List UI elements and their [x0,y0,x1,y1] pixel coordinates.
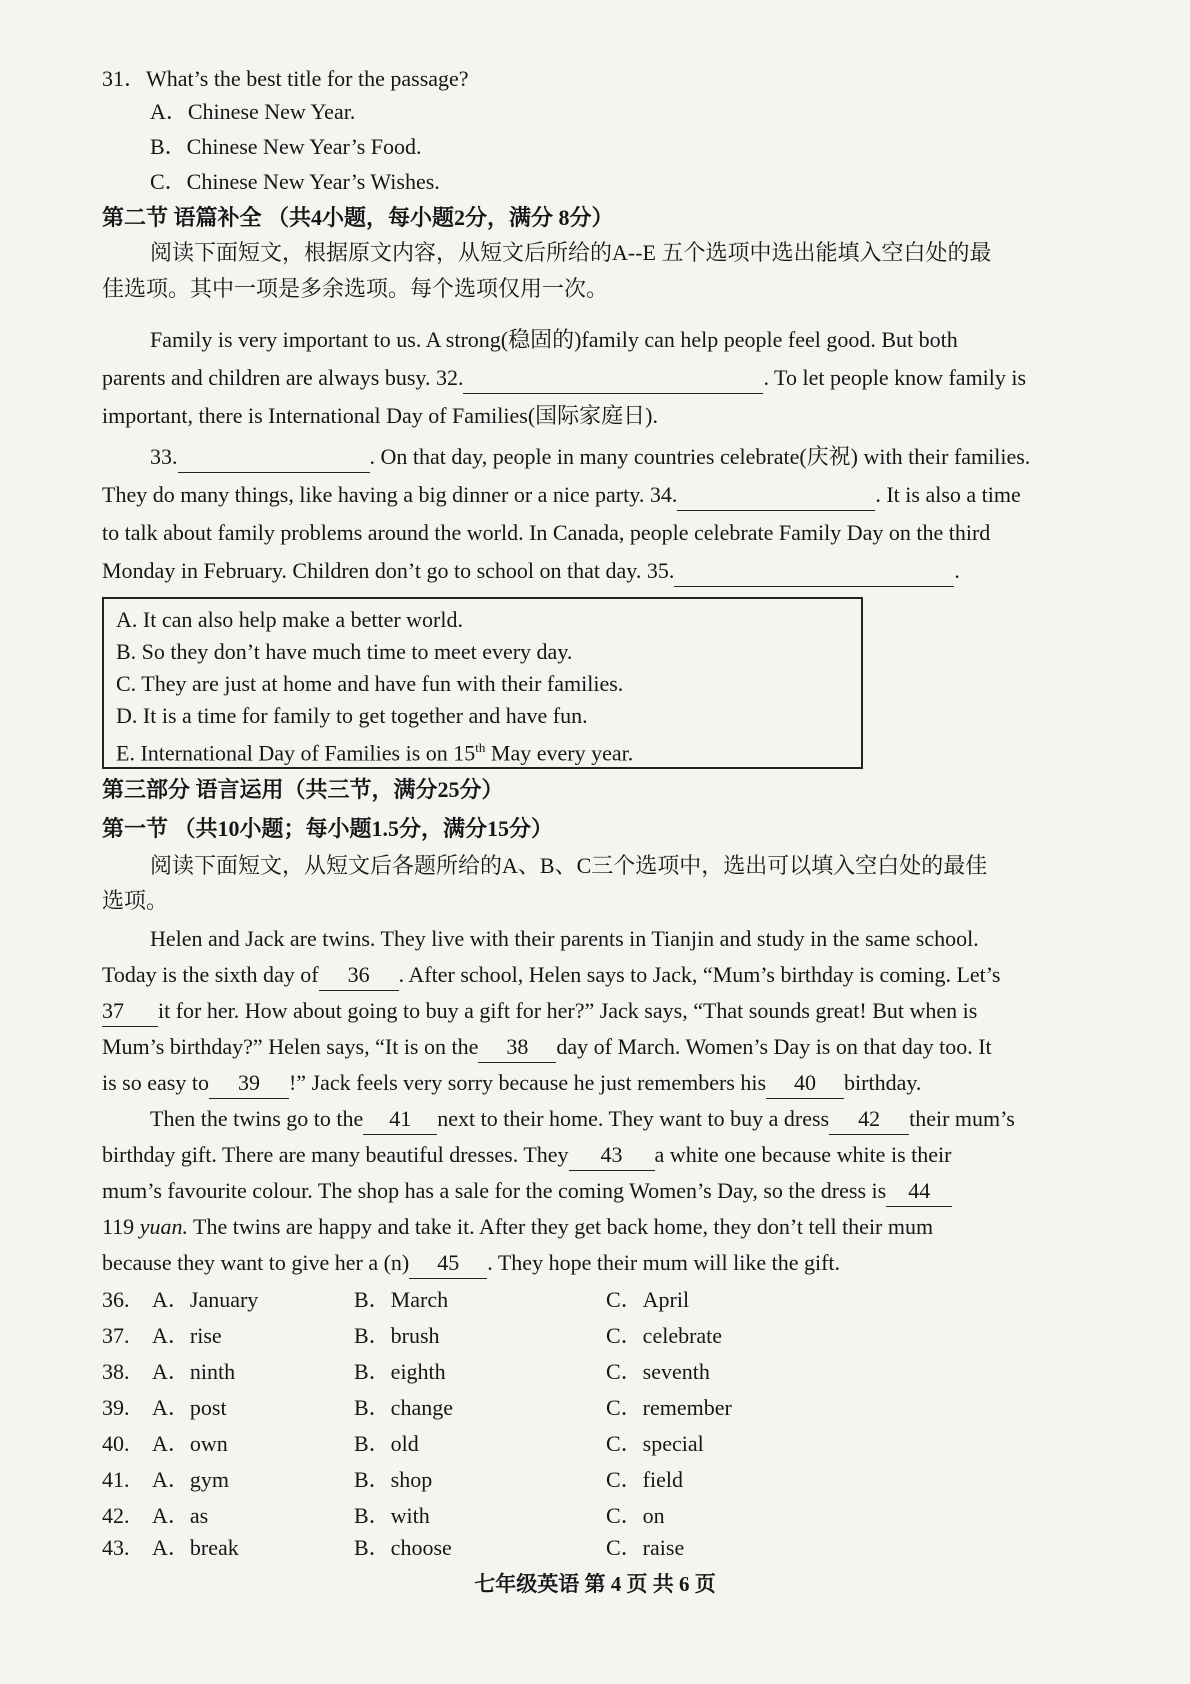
option-c: C．remember [606,1395,732,1420]
passage-p1-line1: Helen and Jack are twins. They live with their parents in Tianjin and study in the same school. [150,926,979,951]
option-b: B．March [354,1287,449,1312]
option-c: C．seventh [606,1359,710,1384]
blank-35 [674,556,954,587]
section2-instruction-2: 佳选项。其中一项是多余选项。每个选项仅用一次。 [102,276,609,301]
blank-37: 37 [102,996,158,1027]
option-c: C．celebrate [606,1323,723,1348]
options-box [102,597,863,769]
option-b: B．choose [354,1535,452,1560]
section2-instruction-1: 阅读下面短文，根据原文内容，从短文后所给的A--E 五个选项中选出能填入空白处的最 [150,240,992,265]
option-a: A．own [152,1431,228,1456]
para2-line1: 33. . On that day, people in many countries celebrate(庆祝) with their families. [150,442,1134,473]
para1-line1: Family is very important to us. A strong(稳固的)family can help people feel good. But both [150,327,958,352]
part3-heading: 第三部分 语言运用（共三节，满分25分） [102,777,504,802]
box-option-c: C. They are just at home and have fun with their families. [116,671,624,696]
para2-line4: Monday in February. Children don’t go to school on that day. 35. . [102,556,1134,587]
section2-heading: 第二节 语篇补全 （共4小题，每小题2分，满分 8分） [102,205,614,230]
para1-line3: important, there is International Day of Families(国际家庭日). [102,403,658,428]
part3-instruction-2: 选项。 [102,888,169,913]
question-number: 42. [102,1503,130,1528]
q31-option-b: B．Chinese New Year’s Food. [150,134,422,159]
option-a: A．post [152,1395,227,1420]
blank-33 [178,442,370,473]
blank-36: 36 [319,960,399,991]
question-number: 39. [102,1395,130,1420]
question-number: 36. [102,1287,130,1312]
option-c: C．on [606,1503,665,1528]
para1-line2: parents and children are always busy. 32. . To let people know family is [102,363,1134,394]
blank-44: 44 [886,1176,952,1207]
option-c: C．raise [606,1535,685,1560]
option-b: B．eighth [354,1359,446,1384]
box-option-b: B. So they don’t have much time to meet every day. [116,639,573,664]
passage-p1-line4: Mum’s birthday?” Helen says, “It is on the 38 day of March. Women’s Day is on that day too. It [102,1032,1134,1063]
passage-p2-line5: because they want to give her a (n) 45 . They hope their mum will like the gift. [102,1248,1134,1279]
option-b: B．old [354,1431,419,1456]
option-a: A．as [152,1503,209,1528]
blank-32 [463,363,763,394]
blank-39: 39 [209,1068,289,1099]
q31-option-c: C．Chinese New Year’s Wishes. [150,169,440,194]
box-option-e: E. International Day of Families is on 15th May every year. [116,740,634,766]
box-option-a: A. It can also help make a better world. [116,607,463,632]
blank-38: 38 [478,1032,556,1063]
blank-42: 42 [829,1104,909,1135]
option-a: A．rise [152,1323,222,1348]
part3-section1-heading: 第一节 （共10小题；每小题1.5分，满分15分） [102,816,554,841]
blank-43: 43 [569,1140,655,1171]
option-b: B．brush [354,1323,440,1348]
option-c: C．field [606,1467,683,1492]
q31-option-a: A．Chinese New Year. [150,99,356,124]
blank-40: 40 [766,1068,844,1099]
question-number: 40. [102,1431,130,1456]
blank-34 [677,480,875,511]
option-a: A．January [152,1287,259,1312]
para2-line3: to talk about family problems around the world. In Canada, people celebrate Family Day on the third [102,520,991,545]
passage-p2-line4: 119 yuan. The twins are happy and take it. After they get back home, they don’t tell their mum [102,1214,934,1239]
question-number: 43. [102,1535,130,1560]
passage-p1-line2: Today is the sixth day of 36 . After school, Helen says to Jack, “Mum’s birthday is coming. Let’s [102,960,1134,991]
option-b: B．shop [354,1467,433,1492]
passage-p2-line2: birthday gift. There are many beautiful dresses. They 43 a white one because white is their [102,1140,1134,1171]
option-a: A．ninth [152,1359,236,1384]
page-footer: 七年级英语 第 4 页 共 6 页 [474,1572,716,1596]
option-b: B．change [354,1395,453,1420]
option-c: C．special [606,1431,704,1456]
box-option-d: D. It is a time for family to get together and have fun. [116,703,588,728]
option-a: A．break [152,1535,239,1560]
question-number: 38. [102,1359,130,1384]
passage-p2-line1: Then the twins go to the 41 next to their home. They want to buy a dress 42 their mum’s [150,1104,1134,1135]
option-a: A．gym [152,1467,230,1492]
q31-stem: 31．What’s the best title for the passage? [102,66,469,91]
option-b: B．with [354,1503,430,1528]
passage-p2-line3: mum’s favourite colour. The shop has a sale for the coming Women’s Day, so the dress is 44 [102,1176,1134,1207]
para2-line2: They do many things, like having a big dinner or a nice party. 34. . It is also a time [102,480,1134,511]
blank-41: 41 [363,1104,437,1135]
passage-p1-line3: 37 it for her. How about going to buy a gift for her?” Jack says, “That sounds great! But when is [102,996,1134,1027]
question-number: 41. [102,1467,130,1492]
blank-45: 45 [409,1248,487,1279]
passage-p1-line5: is so easy to 39 !” Jack feels very sorry because he just remembers his 40 birthday. [102,1068,1134,1099]
option-c: C．April [606,1287,690,1312]
question-number: 37. [102,1323,130,1348]
part3-instruction-1: 阅读下面短文，从短文后各题所给的A、B、C三个选项中，选出可以填入空白处的最佳 [150,853,988,878]
